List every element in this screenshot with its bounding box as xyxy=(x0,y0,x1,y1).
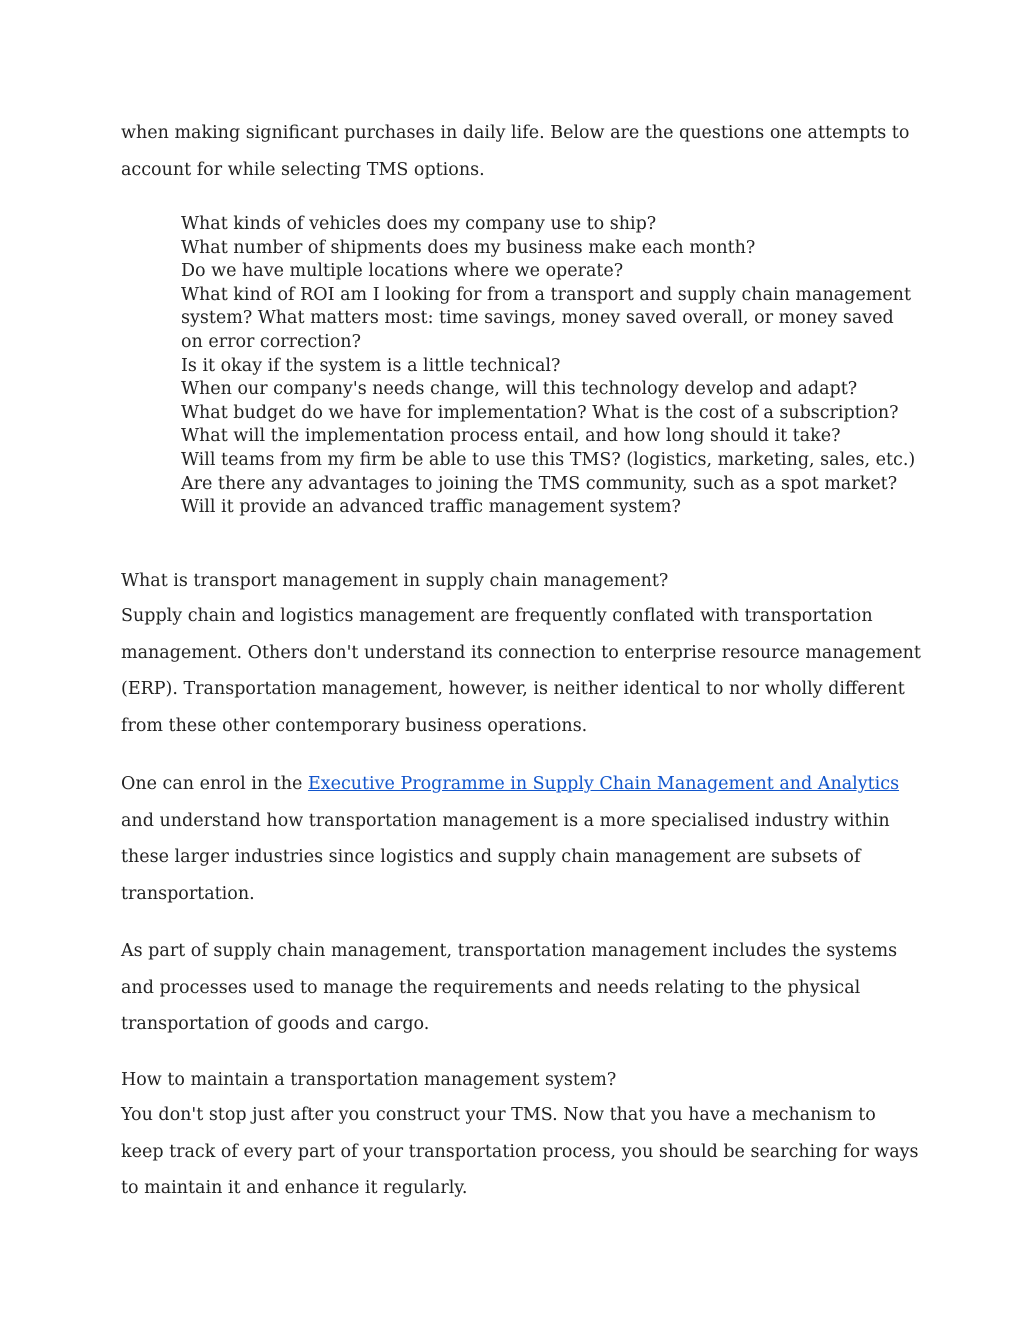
question-item: What number of shipments does my business make each month? xyxy=(181,237,756,258)
question-item: When our company's needs change, will this technology develop and adapt? xyxy=(181,379,858,400)
question-item: Are there any advantages to joining the TMS community, such as a spot market? xyxy=(181,473,898,494)
section-heading: How to maintain a transportation management system? xyxy=(121,1070,617,1090)
programme-link[interactable]: Executive Programme in Supply Chain Management and Analytics xyxy=(307,774,900,794)
enrol-text-after: and understand how transportation management is a more specialised industry within these larger industries since logistics and supply chain management are subsets of transportation. xyxy=(121,810,890,905)
enrol-text-before: One can enrol in the xyxy=(121,774,308,794)
section-body: Supply chain and logistics management are frequently conflated with transportation management. Others don't understand its connection to enterprise resource management (ERP). Transportation management, however, is neither identical to nor wholly different from these other contemporary business operations. xyxy=(121,606,921,737)
question-item: Will it provide an advanced traffic management system? xyxy=(181,497,681,518)
question-item: Will teams from my firm be able to use this TMS? (logistics, marketing, sales, etc.) xyxy=(181,449,916,470)
question-item: What will the implementation process entail, and how long should it take? xyxy=(181,426,841,447)
question-item: What kinds of vehicles does my company use to ship? xyxy=(181,214,657,234)
question-item: What kind of ROI am I looking for from a transport and supply chain management system? What matters most: time savings, money saved overall, or money saved on error correction? xyxy=(181,284,911,352)
section-heading: What is transport management in supply chain management? xyxy=(121,571,669,591)
supply-chain-paragraph: As part of supply chain management, transportation management includes the systems and processes used to manage the requirements and needs relating to the physical transportation of goods and cargo. xyxy=(121,941,898,1035)
section-body: You don't stop just after you construct your TMS. Now that you have a mechanism to keep track of every part of your transportation process, you should be searching for ways to maintain it and enhance it regularly. xyxy=(121,1105,919,1199)
question-item: Is it okay if the system is a little technical? xyxy=(181,355,561,376)
enrol-paragraph xyxy=(121,766,921,913)
question-item: What budget do we have for implementation? What is the cost of a subscription? xyxy=(181,402,899,423)
tms-questions-list xyxy=(181,213,921,520)
intro-paragraph: when making significant purchases in daily life. Below are the questions one attempts to account for while selecting TMS options. xyxy=(121,123,910,180)
question-item: Do we have multiple locations where we operate? xyxy=(181,261,624,282)
